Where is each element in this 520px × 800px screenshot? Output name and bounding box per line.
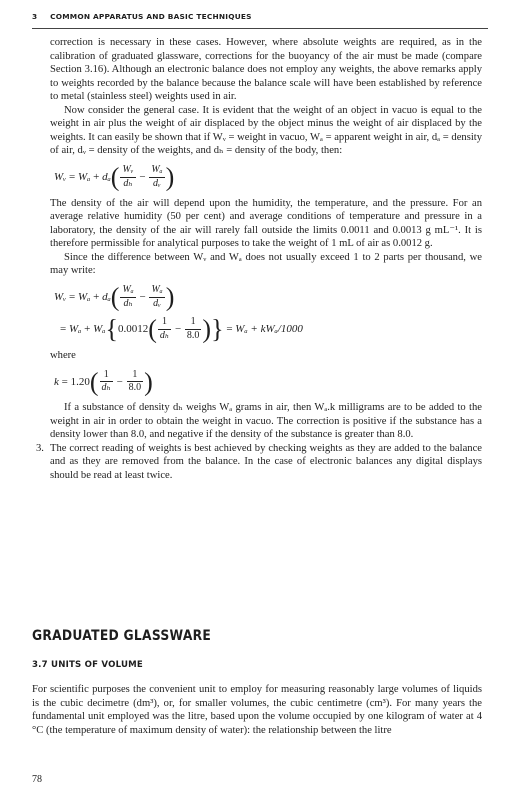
paragraph-air-density: The density of the air will depend upon the humidity, the temperature, and the pressure. For an average relative humidity (50 per cent) and average conditions of temperature and pressure in a laboratory, the density of the air will rarely fall outside the limits 0.0011 and 0.0013 g mL⁻¹. It is therefore permissible for analytical purposes to take the weight of 1 mL of air as 0.0012 g. <box>50 197 482 250</box>
eq4-one-1: 1 <box>100 369 113 383</box>
eq1-lhs: Wᵥ <box>54 170 67 183</box>
eq1-coef: dₐ <box>102 170 111 183</box>
paragraph-difference: Since the difference between Wᵥ and Wₐ does not usually exceed 1 to 2 parts per thousand, we may write: <box>50 251 482 277</box>
eq3-close-paren: ) <box>202 314 212 344</box>
eq3-open-paren: ( <box>148 314 157 344</box>
eq3-equals-2: = <box>226 323 233 336</box>
paragraph-general-case: Now consider the general case. It is evident that the weight of an object in vacuo is equal to the weight in air plus the weight of air displaced by the object minus the weight of air displaced by the weights. It can easily be shown that if Wᵥ = weight in vacuo, Wₐ = apparent weight in air, dₐ = density of air, dᵥ = density of the weights, and dₕ = density of the body, then: <box>50 104 482 157</box>
equation-k <box>54 366 482 396</box>
eq1-equals: = <box>69 170 76 183</box>
eq4-one-2: 1 <box>127 369 144 383</box>
subsection-body: For scientific purposes the convenient unit to employ for measuring reasonably large volumes of liquids is the cubic decimetre (dm³), or, for smaller volumes, the cubic centimetre (cm³). For many years the fundamental unit employed was the litre, based upon the volume occupied by one kilogram of water at 4 °C (the temperature of maximum density of water): the relationship between the litre <box>32 684 482 736</box>
eq3-minus: − <box>174 323 182 336</box>
eq4-equals: = <box>61 375 68 388</box>
eq2-lhs: Wᵥ <box>54 290 67 303</box>
eq1-minus: − <box>139 170 146 183</box>
eq4-close-paren: ) <box>144 366 153 396</box>
list-item-3-text: The correct reading of weights is best achieved by checking weights as they are added to the balance and as they are removed from the balance. In the case of electronic balances any digital displays should be read at least twice. <box>50 442 482 481</box>
eq1-f1-den: dₕ <box>123 177 133 189</box>
eq1-plus: + <box>93 170 100 183</box>
eq4-const: 1.20 <box>70 375 90 388</box>
eq4-den-2: 8.0 <box>128 382 142 394</box>
eq3-equals: = <box>60 323 67 336</box>
eq3-t2: Wₐ <box>93 323 106 336</box>
eq2-term: Wₐ <box>77 290 91 303</box>
eq3-fraction-2 <box>185 316 202 343</box>
eq1-f2-num: Wₐ <box>151 163 163 175</box>
running-head <box>32 12 490 21</box>
eq2-fraction-2 <box>149 284 164 311</box>
eq2-equals: = <box>69 290 76 303</box>
eq3-open-brace: { <box>105 314 118 344</box>
eq1-f1-num: Wᵥ <box>122 163 134 175</box>
eq2-minus: − <box>139 290 146 303</box>
equation-approx <box>54 284 482 311</box>
header-rule <box>32 28 488 29</box>
eq3-rhs: Wₐ + kWₐ/1000 <box>235 323 303 336</box>
chapter-number: 3 <box>32 12 38 21</box>
list-item-3-label: 3. <box>36 442 44 454</box>
eq2-f1-num: Wₐ <box>122 283 134 295</box>
paragraph-buoyancy: correction is necessary in these cases. However, where absolute weights are required, as in the calibration of graduated glassware, corrections for the buoyancy of the air must be made (compare Section 3.16). Although an electronic balance does not employ any weights, the above remarks apply to weights recorded by the balance because the balance scale will have been established by reference to metal (stainless steel) weights used in air. <box>50 37 482 103</box>
eq1-open-paren: ( <box>110 162 120 192</box>
eq2-plus: + <box>93 290 100 303</box>
equation-expanded <box>60 316 482 343</box>
eq1-fraction-1 <box>120 164 135 191</box>
subsection-title: 3.7 UNITS OF VOLUME <box>32 660 143 670</box>
eq2-f1-den: dₕ <box>123 297 133 309</box>
eq3-plus: + <box>84 323 91 336</box>
eq3-den-1: dₕ <box>159 330 170 342</box>
eq4-den-1: dₕ <box>101 382 111 394</box>
eq2-open-paren: ( <box>110 282 120 312</box>
paragraph-correction: If a substance of density dₕ weighs Wₐ grams in air, then Wₐ.k milligrams are to be added to the weight in air in order to obtain the weight in vacuo. The correction is positive if the substance has a density lower than 8.0, and negative if the density of the substance is greater than 8.0. <box>50 402 482 441</box>
eq1-close-paren: ) <box>165 162 175 192</box>
eq2-coef: dₐ <box>102 290 111 303</box>
running-title: COMMON APPARATUS AND BASIC TECHNIQUES <box>50 12 252 21</box>
main-text <box>36 36 482 482</box>
eq1-term: Wₐ <box>77 170 91 183</box>
page-number: 78 <box>32 774 42 785</box>
eq3-one-1: 1 <box>158 316 171 330</box>
eq4-fraction-2 <box>127 369 144 396</box>
eq2-close-paren: ) <box>165 282 175 312</box>
eq4-minus: − <box>116 375 123 388</box>
where-label: where <box>50 349 76 361</box>
eq3-const: 0.0012 <box>117 323 149 336</box>
eq1-f2-den: dᵥ <box>153 177 161 189</box>
eq3-fraction-1 <box>158 316 171 343</box>
eq3-t1: Wₐ <box>68 323 82 336</box>
section-title: GRADUATED GLASSWARE <box>32 628 212 644</box>
eq2-fraction-1 <box>120 284 135 311</box>
eq1-fraction-2 <box>149 164 164 191</box>
eq3-one-2: 1 <box>185 316 202 330</box>
eq2-f2-den: dᵥ <box>153 297 161 309</box>
list-item-3 <box>36 442 482 483</box>
eq3-close-brace: } <box>211 314 224 344</box>
eq4-open-paren: ( <box>89 366 99 396</box>
eq3-den-2: 8.0 <box>186 330 200 342</box>
eq4-lhs: k <box>54 375 59 388</box>
eq2-f2-num: Wₐ <box>151 283 163 295</box>
equation-vacuo-weight <box>54 164 482 191</box>
eq4-fraction-1 <box>100 369 113 396</box>
